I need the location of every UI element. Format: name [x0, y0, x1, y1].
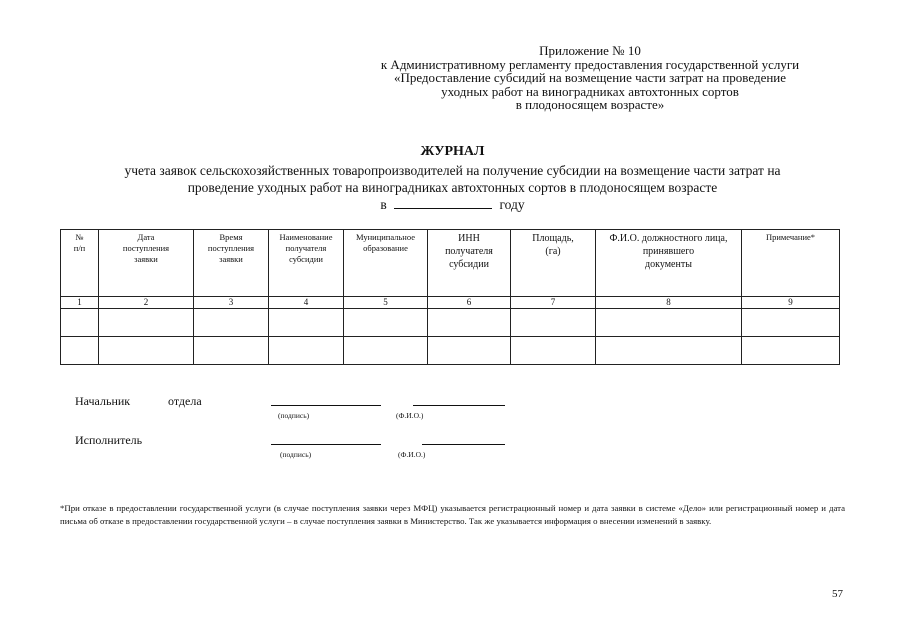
column-number: 9 [742, 297, 840, 309]
column-number: 2 [99, 297, 194, 309]
header-cell: Муниципальное образование [344, 230, 428, 297]
appendix-line-5: в плодоносящем возрасте» [515, 97, 665, 112]
footnote: *При отказе в предоставлении государственной услуги (в случае поступления заявки через МФЦ) указывается регистрационный номер и дата заявки в системе «Дело» или регистрационный номер и дата письма об отказе в предоставлении государственной услуги – в случае поступления заявки в Министерство. Так же указывается информация о внесении изменений в заявку. [60, 503, 845, 526]
table-row [61, 309, 840, 337]
header-cell: ИНН получателя субсидии [428, 230, 511, 297]
column-number: 6 [428, 297, 511, 309]
column-number-row [61, 297, 840, 309]
chief-signature-line [271, 405, 381, 406]
subtitle-line-2: проведение уходных работ на виноградниках автохтонных сортов в плодоносящем возрасте [187, 180, 718, 195]
subtitle-line-1: учета заявок сельскохозяйственных товаропроизводителей на получение субсидии на возмещение части затрат на [124, 163, 781, 178]
year-line [0, 196, 905, 213]
year-blank [394, 196, 492, 209]
chief-name-line [413, 405, 505, 406]
table-row [61, 337, 840, 365]
header-cell: Примечание* [742, 230, 840, 297]
appendix-number: Приложение № 10 [539, 43, 641, 58]
document-subtitle [60, 162, 845, 196]
column-number: 8 [596, 297, 742, 309]
document-title: ЖУРНАЛ [420, 144, 485, 159]
year-prefix: в [380, 197, 387, 212]
column-number: 4 [269, 297, 344, 309]
header-cell: Наименование получателя субсидии [269, 230, 344, 297]
chief-label: Начальник [75, 394, 131, 408]
appendix-line-2: к Административному регламенту предоставления государственной услуги [380, 56, 800, 72]
department-label: отдела [168, 394, 202, 408]
journal-table [60, 229, 840, 365]
column-number: 1 [61, 297, 99, 309]
page-number: 57 [832, 588, 843, 600]
chief-signature-caption: (подпись) [278, 411, 310, 420]
chief-name-caption: (Ф.И.О.) [396, 411, 424, 420]
executor-signature-caption: (подпись) [280, 450, 312, 459]
appendix-line-4: уходных работ на виноградниках автохтонных сортов [441, 83, 739, 99]
header-cell: Дата поступления заявки [99, 230, 194, 297]
appendix-line-3: «Предоставление субсидий на возмещение части затрат на проведение [393, 70, 787, 85]
table-header-row [61, 230, 840, 297]
header-cell: № п/п [61, 230, 99, 297]
header-cell: Площадь, (га) [511, 230, 596, 297]
executor-label: Исполнитель [75, 433, 143, 447]
column-number: 7 [511, 297, 596, 309]
column-number: 5 [344, 297, 428, 309]
header-cell: Время поступления заявки [194, 230, 269, 297]
executor-name-line [422, 444, 505, 445]
executor-signature-line [271, 444, 381, 445]
column-number: 3 [194, 297, 269, 309]
year-suffix: году [499, 197, 525, 212]
appendix-header [330, 44, 850, 112]
header-cell: Ф.И.О. должностного лица, принявшего документы [596, 230, 742, 297]
executor-name-caption: (Ф.И.О.) [398, 450, 426, 459]
